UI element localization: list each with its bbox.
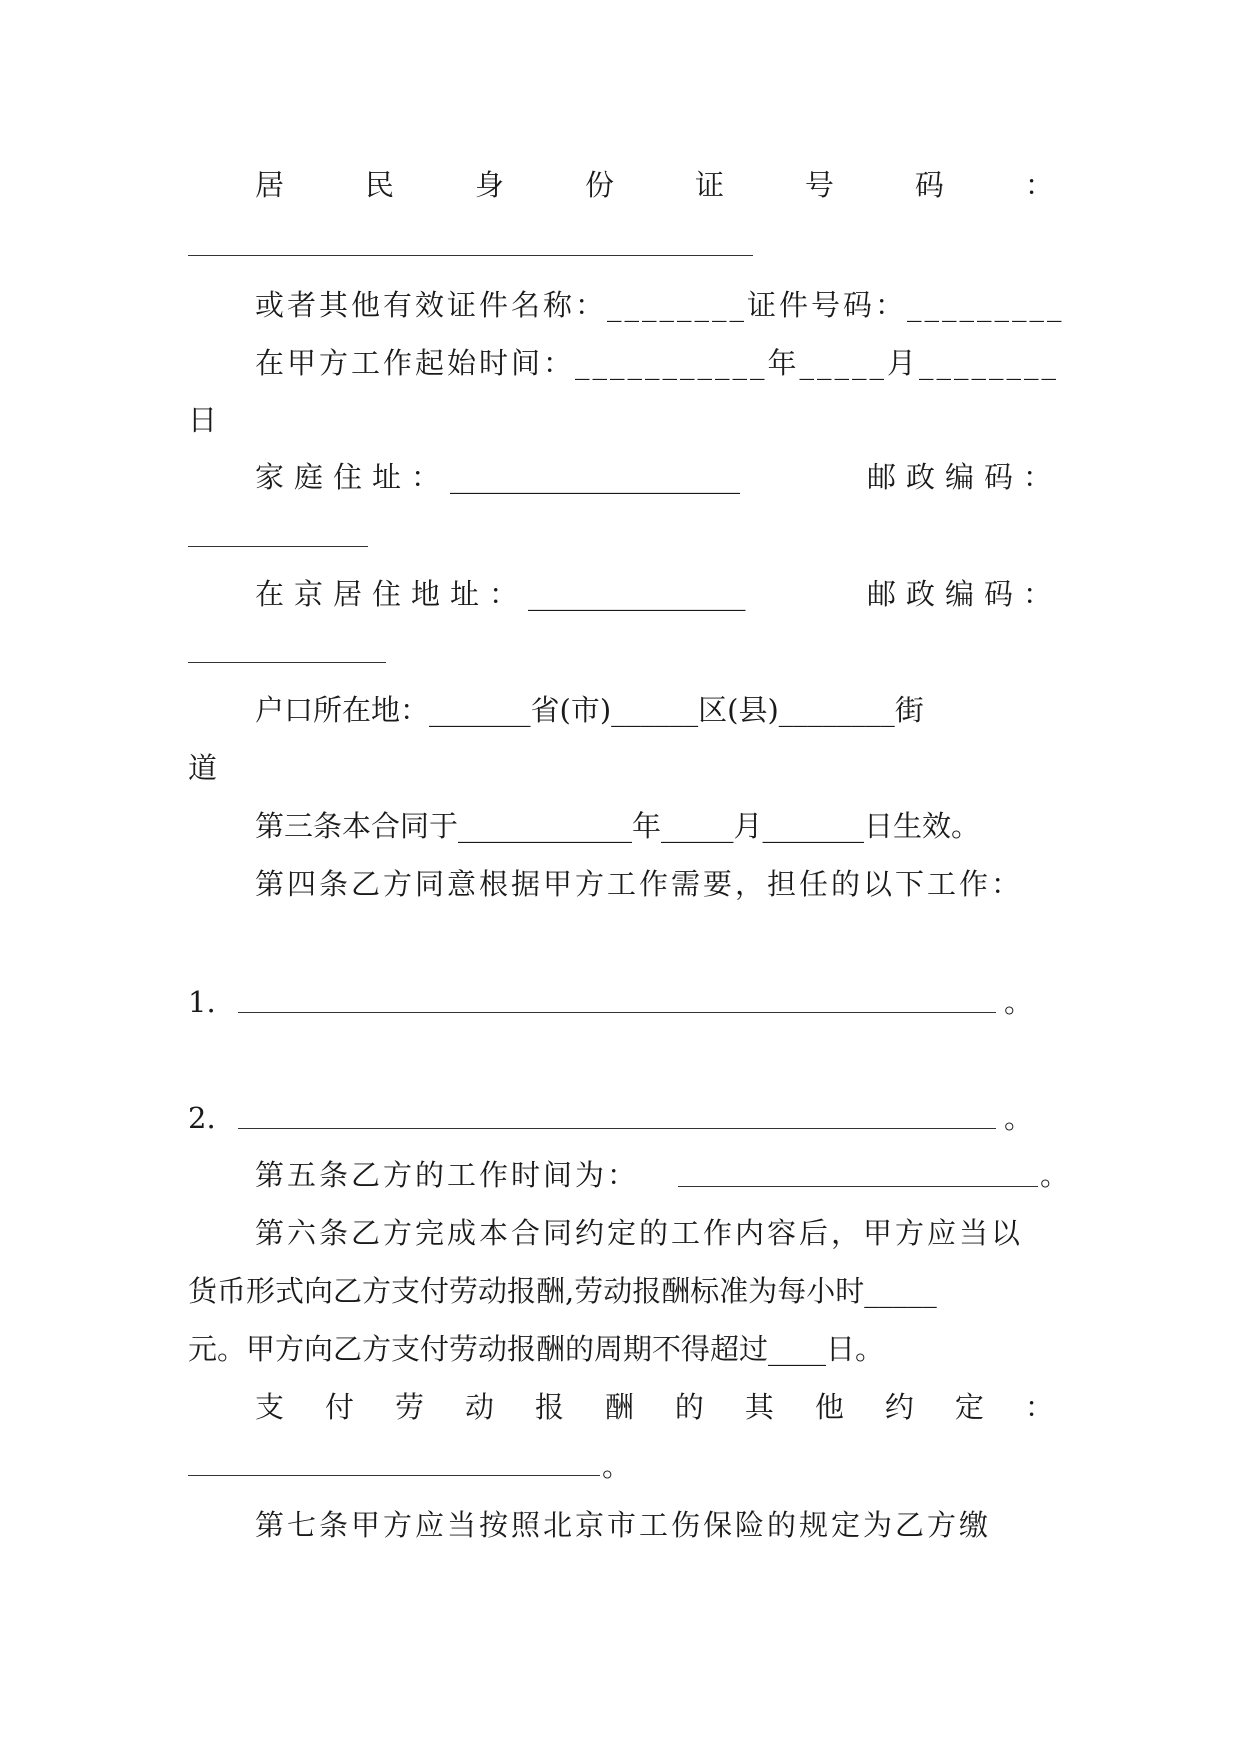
work-item-1-blank xyxy=(238,1012,996,1013)
work-item-1-number: 1. xyxy=(188,985,216,1019)
hukou-line: 户口所在地：_______省(市)______区(县)________街 xyxy=(255,693,924,727)
article-6-line-1: 第六条乙方完成本合同约定的工作内容后，甲方应当以 xyxy=(255,1216,1024,1250)
work-item-1-end: 。 xyxy=(1004,985,1034,1019)
beijing-address-line xyxy=(255,574,1062,614)
other-terms-blank xyxy=(188,1475,600,1476)
article-5-label: 第五条乙方的工作时间为： xyxy=(255,1158,640,1192)
beijing-address-label: 在京居住地址： xyxy=(255,577,529,611)
beijing-postcode-label: 邮政编码： xyxy=(866,577,1062,611)
work-item-2 xyxy=(188,1098,1054,1138)
hukou-street: 道 xyxy=(188,751,218,785)
article-3: 第三条本合同于____________年_____月_______日生效。 xyxy=(255,809,981,843)
id-number-blank xyxy=(188,255,753,256)
home-address-blank: ____________________ xyxy=(450,460,741,494)
start-time-line: 在甲方工作起始时间：___________年_____月________ xyxy=(255,346,1060,380)
article-6-line-2: 货币形式向乙方支付劳动报酬,劳动报酬标准为每小时_____ xyxy=(188,1274,937,1308)
home-address-line xyxy=(255,457,1062,497)
article-5 xyxy=(255,1155,1070,1195)
article-4: 第四条乙方同意根据甲方工作需要，担任的以下工作： xyxy=(255,867,1024,901)
id-number-label: 居 民 身 份 证 号 码 ： xyxy=(255,168,1054,202)
work-item-2-end: 。 xyxy=(1004,1101,1034,1135)
start-time-day: 日 xyxy=(188,403,218,437)
other-id-line: 或者其他有效证件名称：________证件号码：_________ xyxy=(255,288,1065,322)
beijing-address-blank: _______________ xyxy=(528,577,746,611)
article-6-line-3: 元。甲方向乙方支付劳动报酬的周期不得超过____日。 xyxy=(188,1332,885,1366)
home-postcode-blank xyxy=(188,546,368,547)
home-postcode-label: 邮政编码： xyxy=(866,460,1062,494)
other-terms-label: 支 付 劳 动 报 酬 的 其 他 约 定 ： xyxy=(255,1390,1054,1424)
work-item-2-number: 2. xyxy=(188,1101,216,1135)
work-item-2-blank xyxy=(238,1128,996,1129)
article-5-blank xyxy=(678,1186,1038,1187)
other-terms-end: 。 xyxy=(602,1449,632,1483)
work-item-1 xyxy=(188,982,1054,1022)
home-address-label: 家庭住址： xyxy=(255,460,451,494)
article-7: 第七条甲方应当按照北京市工伤保险的规定为乙方缴 xyxy=(255,1508,992,1542)
beijing-postcode-blank xyxy=(188,662,386,663)
article-5-end: 。 xyxy=(1040,1158,1070,1192)
